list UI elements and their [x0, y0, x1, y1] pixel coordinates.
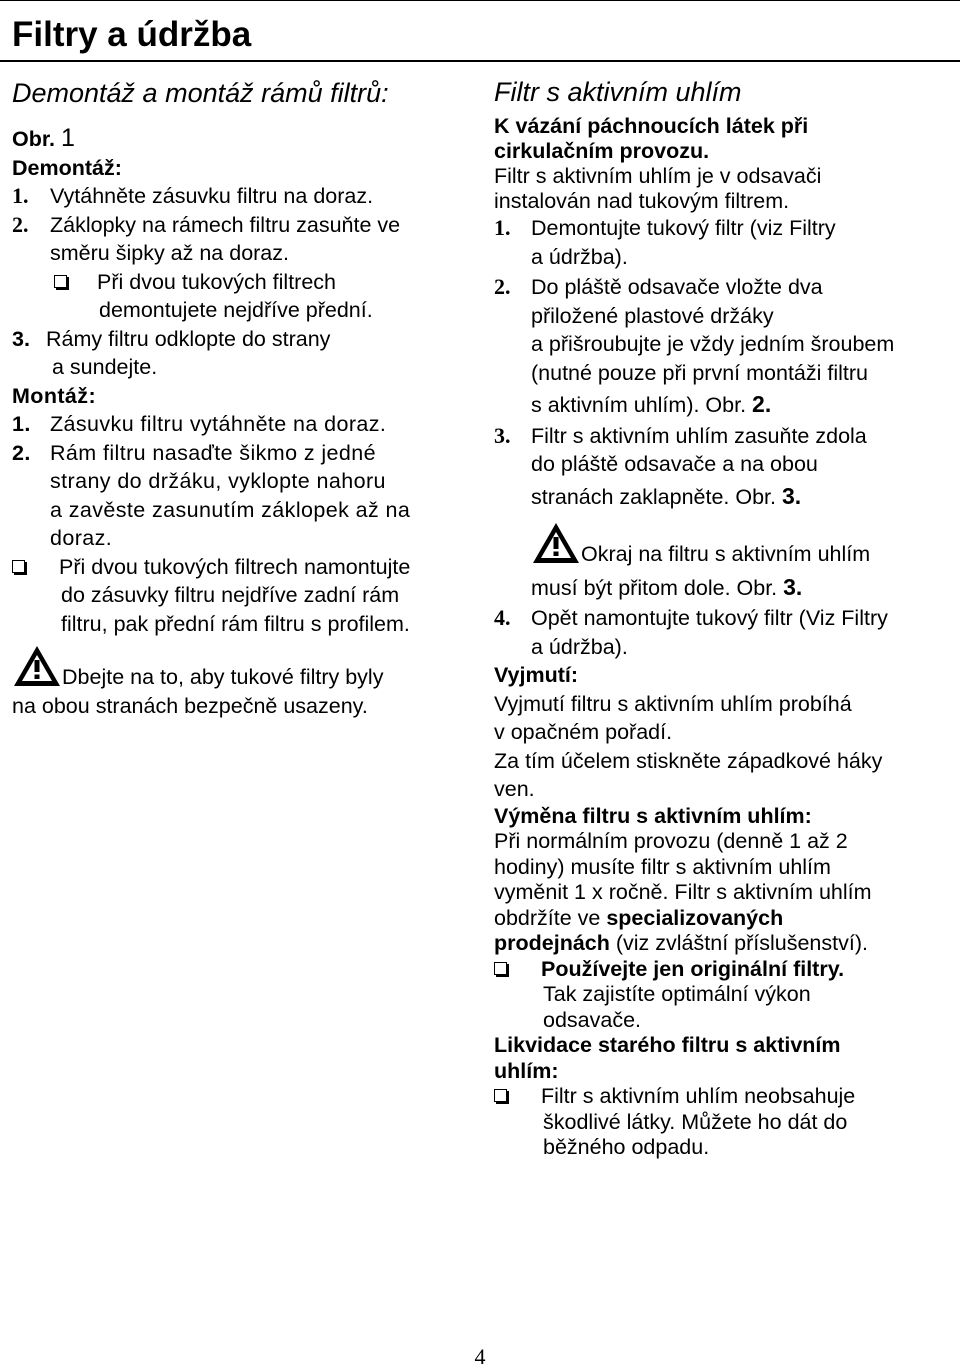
step-text: Zásuvku filtru vytáhněte na doraz. — [50, 412, 387, 436]
intro-bold: K vázání páchnoucích látek při — [494, 114, 809, 138]
carbon-step-2 — [494, 273, 954, 302]
vymena-text: vyměnit 1 x ročně. Filtr s aktivním uhlím — [494, 880, 872, 904]
warning-icon — [531, 521, 581, 565]
warning-block — [12, 644, 482, 692]
vymena-text: hodiny) musíte filtr s aktivním uhlím — [494, 854, 831, 879]
note-text: Při dvou tukových filtrech — [97, 269, 336, 294]
warning-text-cont — [494, 573, 954, 603]
page-title: Filtry a údržba — [12, 15, 252, 54]
step-number: 1. — [12, 183, 29, 208]
montaz-note — [12, 553, 482, 582]
warning-text: Okraj na filtru s aktivním uhlím — [581, 542, 871, 566]
likvidace-label: Likvidace starého filtru s aktivním — [494, 1033, 841, 1057]
figure-ref-1 — [12, 124, 482, 154]
step-text-cont: a údržba). — [531, 244, 628, 269]
note-text-bold: Používejte jen originální filtry. — [541, 956, 845, 981]
vymena-text — [494, 931, 954, 957]
note-text-cont: Tak zajistíte optimální výkon — [543, 982, 811, 1006]
carbon-warning — [494, 521, 954, 569]
note-text: Filtr s aktivním uhlím neobsahuje — [541, 1084, 856, 1108]
vymena-text-bold: specializovaných — [606, 905, 784, 930]
warning-icon — [12, 644, 62, 688]
page-number: 4 — [474, 1344, 486, 1369]
obr-number: 3. — [783, 573, 803, 600]
step-text: Rám filtru nasaďte šikmo z jedné — [50, 440, 376, 465]
step-number: 3. — [12, 326, 30, 351]
montaz-step-2 — [12, 439, 482, 468]
step-text: stranách zaklapněte. Obr. — [531, 484, 777, 509]
step-text-cont: a údržba). — [531, 634, 628, 659]
note-text-cont: do zásuvky filtru nejdříve zadní rám — [61, 583, 400, 607]
demontaz-step-2 — [12, 211, 482, 240]
montaz-step-1 — [12, 410, 482, 439]
vymena-text-bold: prodejnách — [494, 931, 610, 955]
vymena-text-part: obdržíte ve — [494, 905, 607, 930]
vyjmuti-text: Vyjmutí filtru s aktivním uhlím probíhá — [494, 691, 852, 716]
left-column — [12, 62, 482, 720]
vymena-label: Výměna filtru s aktivním uhlím: — [494, 803, 812, 828]
step-number: 2. — [494, 274, 511, 299]
checkbox-bullet-icon — [12, 560, 25, 573]
step-number: 4. — [494, 605, 511, 630]
step-text: Opět namontujte tukový filtr (Viz Filtry — [531, 606, 888, 630]
step-text: Vytáhněte zásuvku filtru na doraz. — [50, 184, 374, 208]
step-text: Záklopky na rámech filtru zasuňte ve — [50, 212, 401, 237]
step-text-cont: a přišroubujte je vždy jedním šroubem — [531, 332, 895, 356]
intro-text: Filtr s aktivním uhlím je v odsavači — [494, 164, 822, 188]
vyjmuti-label: Vyjmutí: — [494, 663, 579, 687]
step-text: Rámy filtru odklopte do strany — [46, 326, 331, 351]
note-text-cont: demontujete nejdříve přední. — [99, 298, 373, 322]
note-text-cont: odsavače. — [543, 1007, 642, 1032]
note-text-cont: filtru, pak přední rám filtru s profilem. — [61, 611, 410, 636]
right-column — [494, 62, 954, 1161]
obr-label: Obr. — [12, 127, 56, 151]
section-heading-frames: Demontáž a montáž rámů filtrů: — [12, 78, 389, 108]
step-text-cont: strany do držáku, vyklopte nahoru — [50, 469, 386, 493]
page-header — [0, 0, 960, 62]
step-text-cont: doraz. — [50, 526, 113, 550]
original-filters-note — [494, 957, 954, 983]
section-heading-carbon-filter: Filtr s aktivním uhlím — [494, 77, 742, 107]
warning-text: Dbejte na to, aby tukové filtry byly — [62, 665, 384, 689]
step-text-cont: přiložené plastové držáky — [531, 303, 774, 328]
step-number: 2. — [12, 440, 31, 465]
step-text: Filtr s aktivním uhlím zasuňte zdola — [531, 423, 867, 448]
montaz-label: Montáž: — [12, 383, 97, 408]
step-number: 1. — [494, 215, 511, 240]
checkbox-bullet-icon — [494, 962, 507, 975]
vymena-text-part: (viz zvláštní příslušenství). — [609, 931, 868, 955]
step-text: Demontujte tukový filtr (viz Filtry — [531, 216, 836, 240]
step-text-cont — [494, 390, 954, 420]
demontaz-label: Demontáž: — [12, 155, 122, 180]
obr-number: 3. — [782, 482, 802, 509]
vymena-text — [494, 906, 954, 932]
step-number: 3. — [494, 422, 511, 448]
vymena-text: Při normálním provozu (denně 1 až 2 — [494, 829, 848, 853]
vyjmuti-text: ven. — [494, 777, 535, 801]
step-text-cont: a zavěste zasunutím záklopek až na — [50, 497, 411, 522]
vyjmuti-text: v opačném pořadí. — [494, 720, 673, 744]
step-text-cont: a sundejte. — [52, 355, 158, 379]
step-text: s aktivním uhlím). Obr. — [531, 393, 747, 417]
step-number: 1. — [12, 412, 31, 436]
intro-bold: cirkulačním provozu. — [494, 139, 710, 163]
obr-number: 2. — [752, 391, 772, 417]
note-text-cont: škodlivé látky. Můžete ho dát do — [543, 1109, 848, 1134]
carbon-step-1 — [494, 214, 954, 243]
likvidace-note — [494, 1084, 954, 1110]
carbon-step-3 — [494, 422, 954, 451]
vyjmuti-text: Za tím účelem stiskněte západkové háky — [494, 748, 883, 773]
likvidace-label: uhlím: — [494, 1058, 559, 1083]
step-text-cont: směru šipky až na doraz. — [50, 241, 289, 265]
step-text-cont: do pláště odsavače a na obou — [531, 452, 818, 476]
step-text: Do pláště odsavače vložte dva — [531, 275, 823, 299]
step-number: 2. — [12, 211, 29, 237]
step-text-cont: (nutné pouze při první montáži filtru — [531, 360, 868, 385]
note-text: Při dvou tukových filtrech namontujte — [59, 554, 411, 579]
warning-text-cont: na obou stranách bezpečně usazeny. — [12, 693, 368, 718]
carbon-step-4 — [494, 604, 954, 633]
demontaz-step-1 — [12, 182, 482, 211]
demontaz-step-3 — [12, 325, 482, 354]
step-text-cont — [494, 482, 954, 512]
checkbox-bullet-icon — [494, 1089, 507, 1102]
demontaz-note — [12, 268, 482, 297]
obr-number: 1 — [61, 124, 75, 152]
warning-text: musí být přitom dole. Obr. — [531, 575, 778, 600]
checkbox-bullet-icon — [54, 275, 67, 288]
intro-text: instalován nad tukovým filtrem. — [494, 189, 790, 213]
note-text-cont: běžného odpadu. — [543, 1135, 710, 1159]
